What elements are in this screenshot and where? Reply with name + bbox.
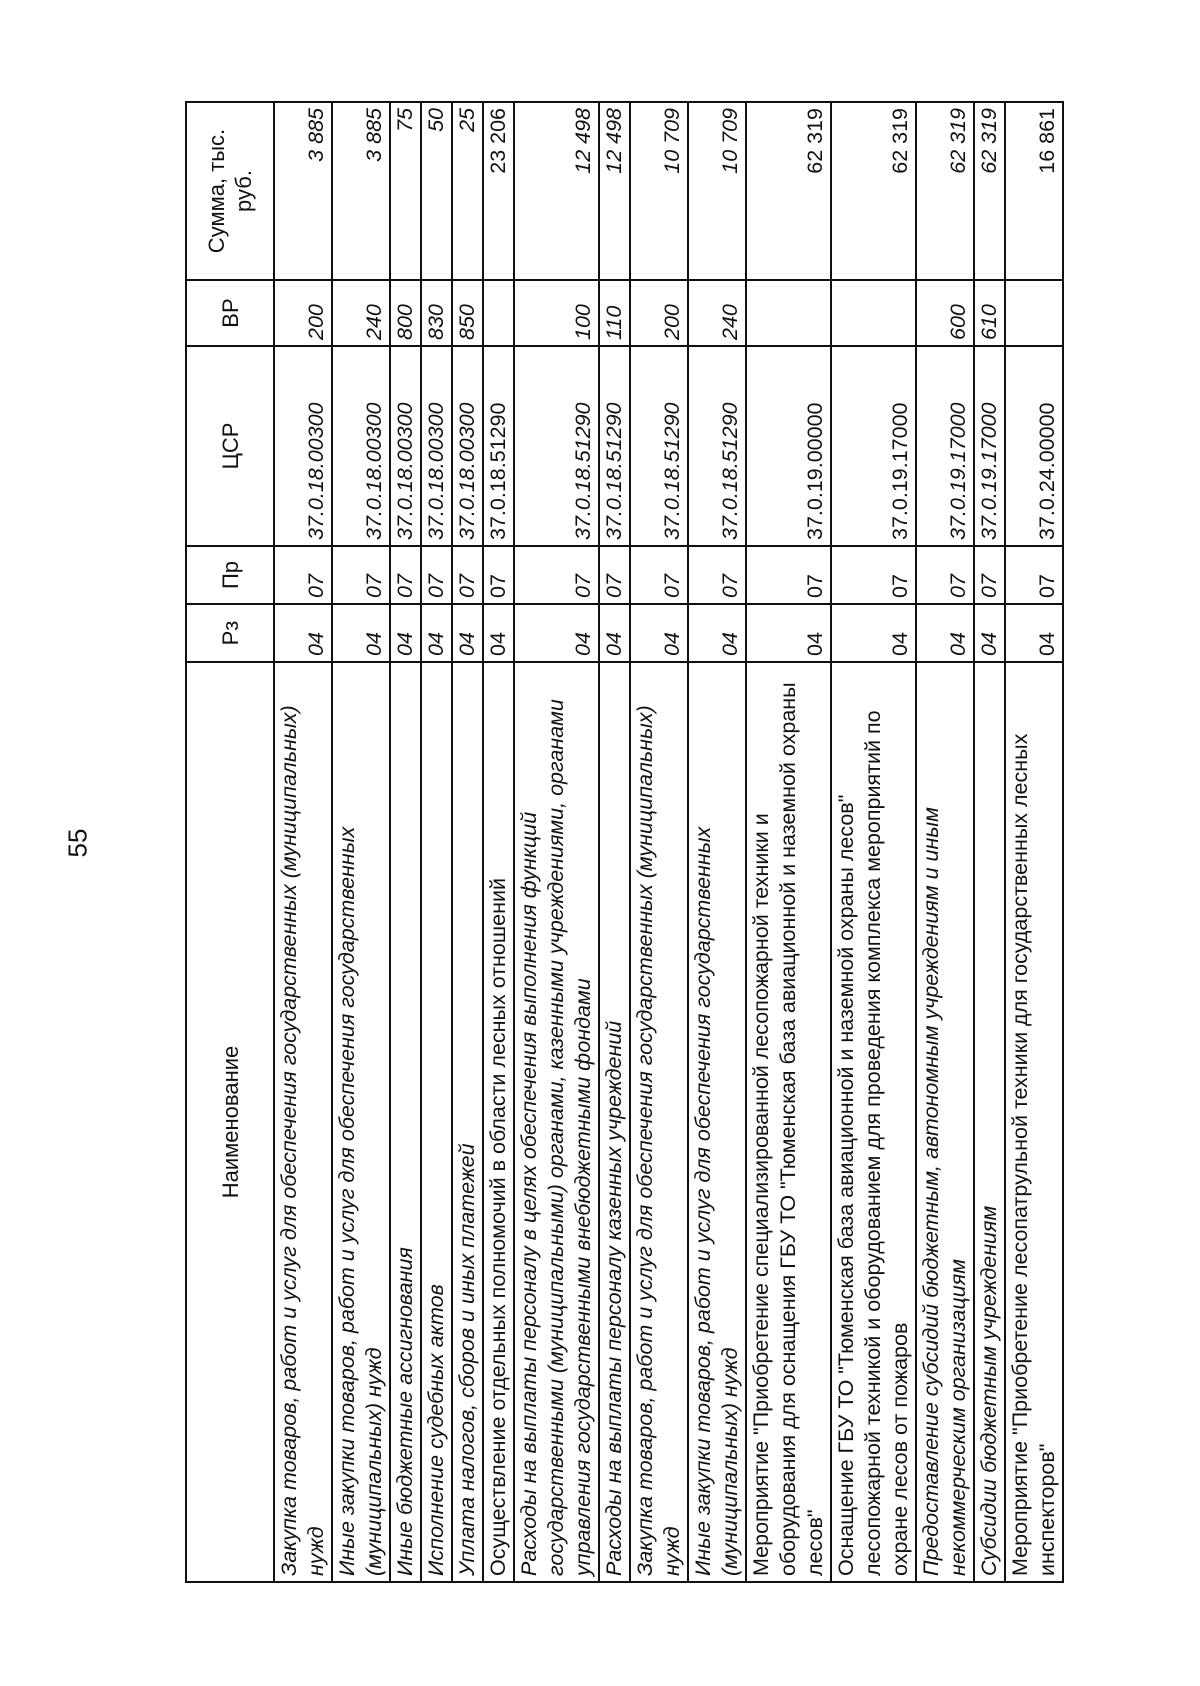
row-vr: 200 xyxy=(274,280,332,346)
row-sum: 50 xyxy=(421,102,452,280)
table-row xyxy=(916,102,974,1582)
row-csr: 37.0.19.17000 xyxy=(831,346,916,546)
row-sum: 62 319 xyxy=(746,102,831,280)
row-vr xyxy=(831,280,916,346)
row-rz: 04 xyxy=(746,604,831,662)
row-vr xyxy=(1005,280,1063,346)
row-rz: 04 xyxy=(421,604,452,662)
row-pr: 07 xyxy=(974,546,1005,604)
row-pr: 07 xyxy=(390,546,421,604)
table-row xyxy=(274,102,332,1582)
row-vr: 240 xyxy=(332,280,390,346)
row-rz: 04 xyxy=(1005,604,1063,662)
row-rz: 04 xyxy=(688,604,746,662)
row-pr: 07 xyxy=(746,546,831,604)
row-vr xyxy=(483,280,514,346)
row-vr: 800 xyxy=(390,280,421,346)
row-name: Расходы на выплаты персоналу казенных учреждений xyxy=(599,662,630,1582)
row-vr: 850 xyxy=(452,280,483,346)
row-name: Предоставление субсидий бюджетным, автономным учреждениям и иным некоммерческим организациям xyxy=(916,662,974,1582)
row-pr: 07 xyxy=(452,546,483,604)
table-row xyxy=(452,102,483,1582)
row-sum: 12 498 xyxy=(599,102,630,280)
row-csr: 37.0.18.00300 xyxy=(332,346,390,546)
row-sum: 10 709 xyxy=(630,102,688,280)
row-vr: 610 xyxy=(974,280,1005,346)
row-pr: 07 xyxy=(630,546,688,604)
row-pr: 07 xyxy=(274,546,332,604)
row-rz: 04 xyxy=(599,604,630,662)
row-sum: 62 319 xyxy=(974,102,1005,280)
table-row xyxy=(630,102,688,1582)
row-name: Оснащение ГБУ ТО "Тюменская база авиационной и наземной охраны лесов" лесопожарной техникой и оборудованием для проведения комплекса мероприятий по охране лесов от пожаров xyxy=(831,662,916,1582)
row-name: Осуществление отдельных полномочий в области лесных отношений xyxy=(483,662,514,1582)
table-row xyxy=(746,102,831,1582)
row-name: Мероприятие "Приобретение лесопатрульной техники для государственных лесных инспекторов" xyxy=(1005,662,1063,1582)
row-csr: 37.0.18.00300 xyxy=(452,346,483,546)
table-row xyxy=(1005,102,1063,1582)
table-row xyxy=(390,102,421,1582)
table-row xyxy=(831,102,916,1582)
row-rz: 04 xyxy=(974,604,1005,662)
row-vr: 100 xyxy=(514,280,599,346)
row-csr: 37.0.18.51290 xyxy=(514,346,599,546)
row-sum: 23 206 xyxy=(483,102,514,280)
row-rz: 04 xyxy=(831,604,916,662)
row-pr: 07 xyxy=(916,546,974,604)
row-vr: 110 xyxy=(599,280,630,346)
row-vr: 240 xyxy=(688,280,746,346)
row-name: Уплата налогов, сборов и иных платежей xyxy=(452,662,483,1582)
row-pr: 07 xyxy=(1005,546,1063,604)
table-row xyxy=(332,102,390,1582)
row-vr: 830 xyxy=(421,280,452,346)
row-csr: 37.0.18.51290 xyxy=(630,346,688,546)
table-row xyxy=(599,102,630,1582)
row-rz: 04 xyxy=(630,604,688,662)
row-pr: 07 xyxy=(831,546,916,604)
table-row xyxy=(421,102,452,1582)
row-pr: 07 xyxy=(332,546,390,604)
row-sum: 62 319 xyxy=(831,102,916,280)
row-rz: 04 xyxy=(332,604,390,662)
row-csr: 37.0.18.00300 xyxy=(421,346,452,546)
header-name: Наименование xyxy=(186,662,274,1582)
row-sum: 3 885 xyxy=(274,102,332,280)
row-name: Закупка товаров, работ и услуг для обеспечения государственных (муниципальных) нужд xyxy=(630,662,688,1582)
header-pr: Пр xyxy=(186,546,274,604)
row-csr: 37.0.18.00300 xyxy=(390,346,421,546)
row-vr: 600 xyxy=(916,280,974,346)
budget-table xyxy=(185,101,1064,1583)
row-sum: 75 xyxy=(390,102,421,280)
table-body xyxy=(274,102,1063,1582)
row-pr: 07 xyxy=(421,546,452,604)
row-pr: 07 xyxy=(688,546,746,604)
table-header-row xyxy=(186,102,274,1582)
table-row xyxy=(688,102,746,1582)
row-rz: 04 xyxy=(916,604,974,662)
row-pr: 07 xyxy=(483,546,514,604)
row-pr: 07 xyxy=(599,546,630,604)
page-number: 55 xyxy=(62,828,93,858)
row-name: Расходы на выплаты персоналу в целях обеспечения выполнения функций государственными (муниципальными) органами, казенными учреждениями, органами управления государственными внебюджетными фондами xyxy=(514,662,599,1582)
row-pr: 07 xyxy=(514,546,599,604)
header-rz: Рз xyxy=(186,604,274,662)
row-rz: 04 xyxy=(452,604,483,662)
row-name: Закупка товаров, работ и услуг для обеспечения государственных (муниципальных) нужд xyxy=(274,662,332,1582)
row-sum: 10 709 xyxy=(688,102,746,280)
row-sum: 25 xyxy=(452,102,483,280)
header-sum: Сумма, тыс. руб. xyxy=(186,102,274,280)
row-name: Иные закупки товаров, работ и услуг для обеспечения государственных (муниципальных) нужд xyxy=(688,662,746,1582)
row-csr: 37.0.19.17000 xyxy=(974,346,1005,546)
row-rz: 04 xyxy=(390,604,421,662)
row-sum: 3 885 xyxy=(332,102,390,280)
rotated-page-content xyxy=(185,103,1135,1583)
row-sum: 12 498 xyxy=(514,102,599,280)
row-name: Субсидии бюджетным учреждениям xyxy=(974,662,1005,1582)
table-row xyxy=(514,102,599,1582)
row-csr: 37.0.18.51290 xyxy=(599,346,630,546)
row-rz: 04 xyxy=(274,604,332,662)
row-csr: 37.0.18.51290 xyxy=(483,346,514,546)
row-name: Исполнение судебных актов xyxy=(421,662,452,1582)
row-rz: 04 xyxy=(514,604,599,662)
row-csr: 37.0.24.00000 xyxy=(1005,346,1063,546)
table-row xyxy=(974,102,1005,1582)
row-csr: 37.0.19.00000 xyxy=(746,346,831,546)
row-csr: 37.0.18.51290 xyxy=(688,346,746,546)
row-vr xyxy=(746,280,831,346)
row-csr: 37.0.19.17000 xyxy=(916,346,974,546)
row-vr: 200 xyxy=(630,280,688,346)
row-rz: 04 xyxy=(483,604,514,662)
row-name: Иные бюджетные ассигнования xyxy=(390,662,421,1582)
row-name: Иные закупки товаров, работ и услуг для обеспечения государственных (муниципальных) нужд xyxy=(332,662,390,1582)
row-csr: 37.0.18.00300 xyxy=(274,346,332,546)
header-csr: ЦСР xyxy=(186,346,274,546)
row-sum: 62 319 xyxy=(916,102,974,280)
header-vr: ВР xyxy=(186,280,274,346)
row-sum: 16 861 xyxy=(1005,102,1063,280)
row-name: Мероприятие "Приобретение специализированной лесопожарной техники и оборудования для оснащения ГБУ ТО "Тюменская база авиационной и наземной охраны лесов" xyxy=(746,662,831,1582)
table-row xyxy=(483,102,514,1582)
